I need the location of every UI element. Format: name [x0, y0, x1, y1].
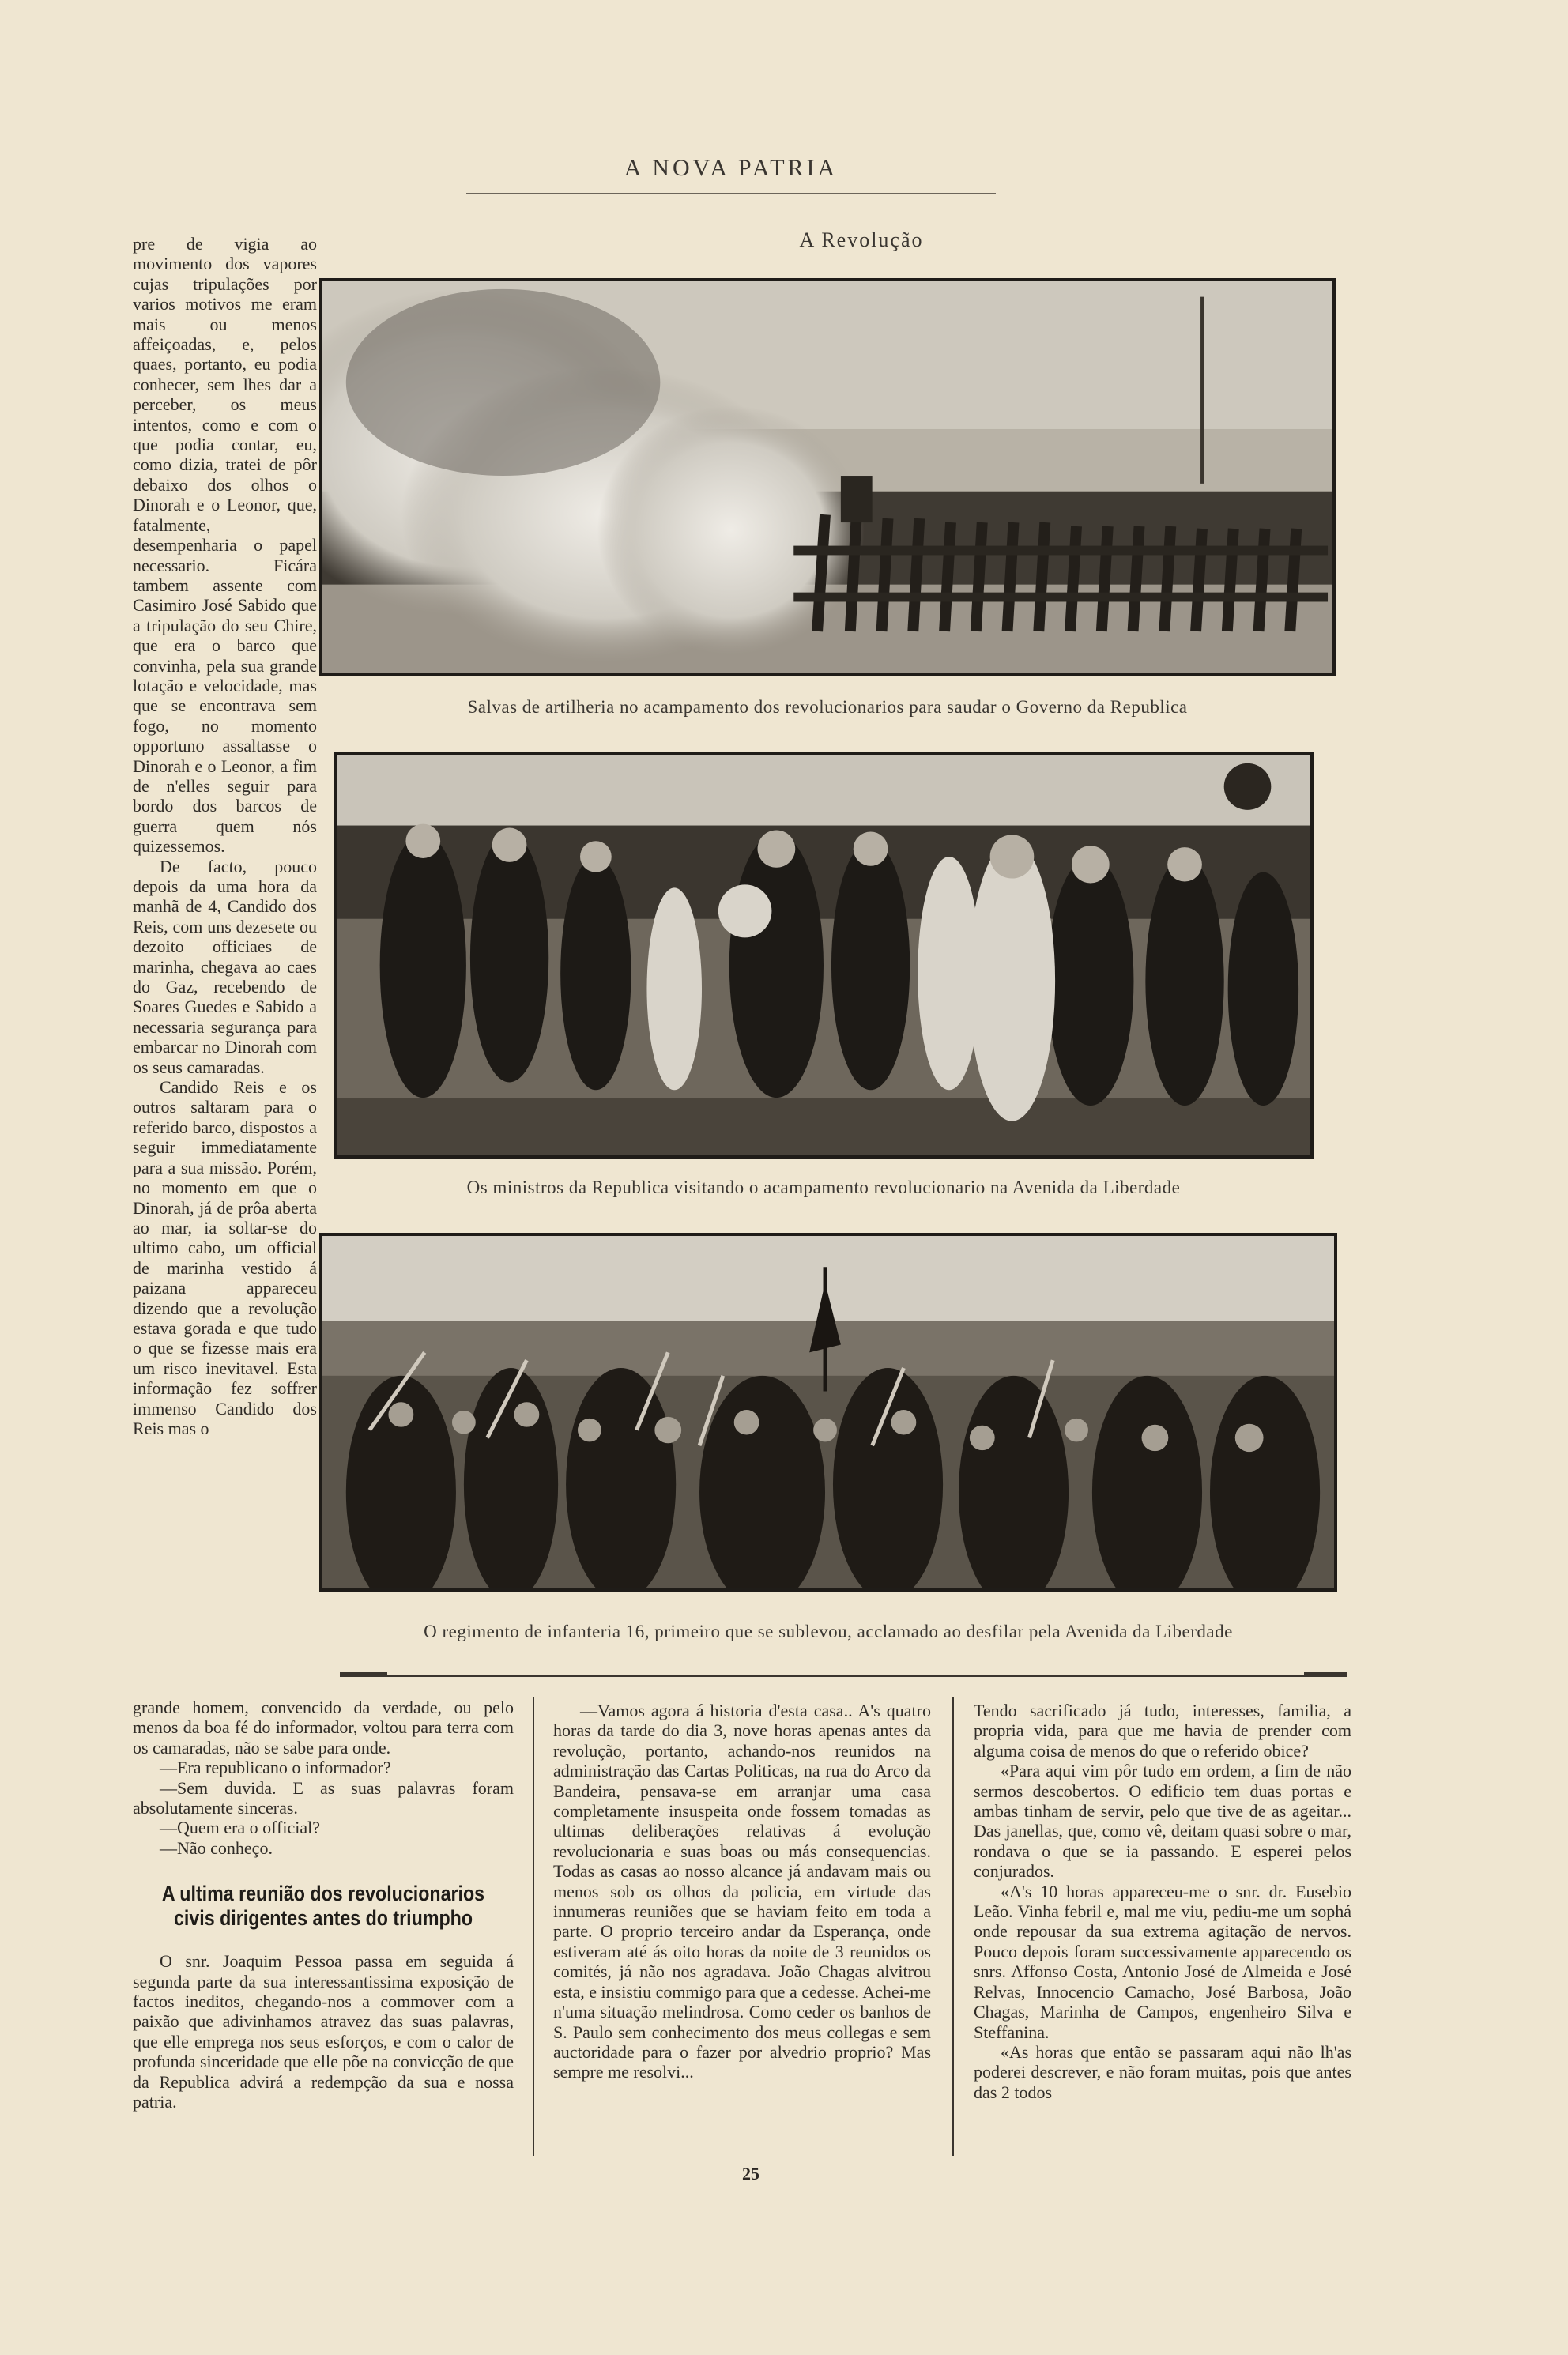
- dialogue-line-2: —Sem duvida. E as suas palavras foram absolutamente sinceras.: [133, 1777, 514, 1818]
- left-column-wide: [133, 1697, 514, 2112]
- left-paragraph-1: pre de vigia ao movimento dos vapores cujas tripulações por varios motivos me eram mais ou menos affeiçoadas, e, pelos quaes, portanto, eu podia conhecer, sem lhes dar a perceber, os meus intentos, como e com o que podia contar, eu, como dizia, tratei de pôr debaixo dos olhos o Dinorah e o Leonor, que, fatalmente, desempenharia o papel necessario. Ficára tambem assente com Casimiro José Sabido que a tripulação do seu Chire, que era o barco que convinha, pela sua grande lotação e velocidade, mas que se encontrava sem fogo, no momento opportuno assaltasse o Dinorah e o Leonor, a fim de n'elles seguir para bordo dos barcos de guerra quem nós quizessemos.: [133, 234, 317, 857]
- column-separator-vertical-1: [533, 1697, 534, 2156]
- right-paragraph-3: «A's 10 horas appareceu-me o snr. dr. Eusebio Leão. Vinha febril e, mal me viu, pediu-me um sophá onde repousar da sua extrema agitação de nervos. Pouco depois foram successivamente apparecendo os snrs. Affonso Costa, Antonio José de Almeida e José Relvas, Innocencio Camacho, José Barbosa, João Chagas, Marinha de Campos, engenheiro Silva e Steffanina.: [974, 1881, 1351, 2042]
- right-paragraph-4: «As horas que então se passaram aqui não lh'as poderei descrever, e não foram muitas, pois que antes das 2 todos: [974, 2041, 1351, 2102]
- right-paragraph-2: «Para aqui vim pôr tudo em ordem, a fim de não sermos descobertos. O edificio tem duas portas e ambas tinham de servir, pelo que tive de as ageitar... Das janellas, que, como vê, deitam quasi sobre o mar, rondava o que se ia passando. E esperei pelos conjurados.: [974, 1761, 1351, 1882]
- caption-infantry-regiment: O regimento de infanteria 16, primeiro que se sublevou, acclamado ao desfilar pela Avenida da Liberdade: [424, 1622, 1233, 1641]
- left-wide-paragraph-1: grande homem, convencido da verdade, ou pelo menos da boa fé do informador, voltou para terra com os camaradas, não se sabe para onde.: [133, 1697, 514, 1758]
- photo-infantry-regiment: [319, 1233, 1337, 1592]
- right-column: [974, 1701, 1351, 2102]
- photo-artillery-salute: [319, 278, 1336, 676]
- article-heading: A ultima reunião dos revolucionarios civis dirigentes antes do triumpho: [161, 1882, 485, 1931]
- middle-column: [553, 1701, 931, 2082]
- header-rule: [466, 193, 996, 194]
- right-paragraph-1: Tendo sacrificado já tudo, interesses, familia, a propria vida, para que me havia de prender com alguma coisa de menos do que o referido obice?: [974, 1701, 1351, 1761]
- caption-artillery-salute: Salvas de artilheria no acampamento dos revolucionarios para saudar o Governo da Republica: [467, 697, 1188, 717]
- dialogue-line-1: —Era republicano o informador?: [160, 1758, 391, 1778]
- page-number: 25: [742, 2164, 760, 2184]
- column-separator-horizontal: [340, 1675, 1348, 1677]
- caption-ministers-visit: Os ministros da Republica visitando o acampamento revolucionario na Avenida da Liberdade: [466, 1178, 1181, 1197]
- left-paragraph-3: Candido Reis e os outros saltaram para o referido barco, dispostos a seguir immediatamente para a sua missão. Porém, no momento em que o Dinorah, já de prôa aberta ao mar, ia soltar-se do ultimo cabo, um official de marinha vestido á paizana appareceu dizendo que a revolução estava gorada e que tudo o que se fizesse mais era um risco inevitavel. Esta informação fez soffrer immenso Candido dos Reis mas o: [133, 1077, 317, 1438]
- column-separator-vertical-2: [952, 1697, 954, 2156]
- left-paragraph-2: De facto, pouco depois da uma hora da manhã de 4, Candido dos Reis, com uns dezesete ou dezoito officiaes de marinha, chegava ao caes do Gaz, recebendo de Soares Guedes e Sabido a necessaria segurança para embarcar no Dinorah com os seus camaradas.: [133, 856, 317, 1077]
- page-header-title: A NOVA PATRIA: [624, 155, 839, 181]
- photo-ministers-visit: [334, 752, 1314, 1159]
- middle-paragraph: —Vamos agora á historia d'esta casa.. A's quatro horas da tarde do dia 3, nove horas apenas antes da revolução, portanto, achando-nos reunidos na administração das Cartas Politicas, na rua do Arco da Bandeira, pensava-se em arranjar uma casa completamente insuspeita onde fossem tomadas as ultimas deliberações relativas á evolução revolucionaria e suas boas ou más consequencias. Todas as casas ao nosso alcance já andavam mais ou menos sob os olhos da policia, em virtude das innumeras reuniões que se haviam feito em toda a parte. O proprio terceiro andar da Esperança, onde estiveram até ás oito horas da noite de 3 reunidos os comités, já não nos agradava. João Chagas alvitrou esta, e insistiu commigo para que a cedesse. Achei-me n'uma situação melindrosa. Como ceder os banhos de S. Paulo sem conhecimento dos meus collegas e sem auctoridade para o fazer por alvedrio proprio? Mas sempre me resolvi...: [553, 1701, 931, 2082]
- dialogue-line-3: —Quem era o official?: [160, 1818, 321, 1838]
- separator-ornament-right: [1304, 1672, 1348, 1675]
- article-paragraph: O snr. Joaquim Pessoa passa em seguida á segunda parte da sua interessantissima exposição de factos ineditos, chegando-nos a commover com a paixão que adivinhamos atravez das suas palavras, que elle emprega nos seus esforços, e com o calor de profunda sinceridade que elle põe na convicção de que da Republica advirá a redempção da sua e nossa patria.: [133, 1951, 514, 2112]
- section-title: A Revolução: [799, 228, 924, 251]
- separator-ornament-left: [340, 1672, 387, 1675]
- left-column-narrow: [133, 234, 317, 1438]
- dialogue-line-4: —Não conheço.: [160, 1837, 273, 1858]
